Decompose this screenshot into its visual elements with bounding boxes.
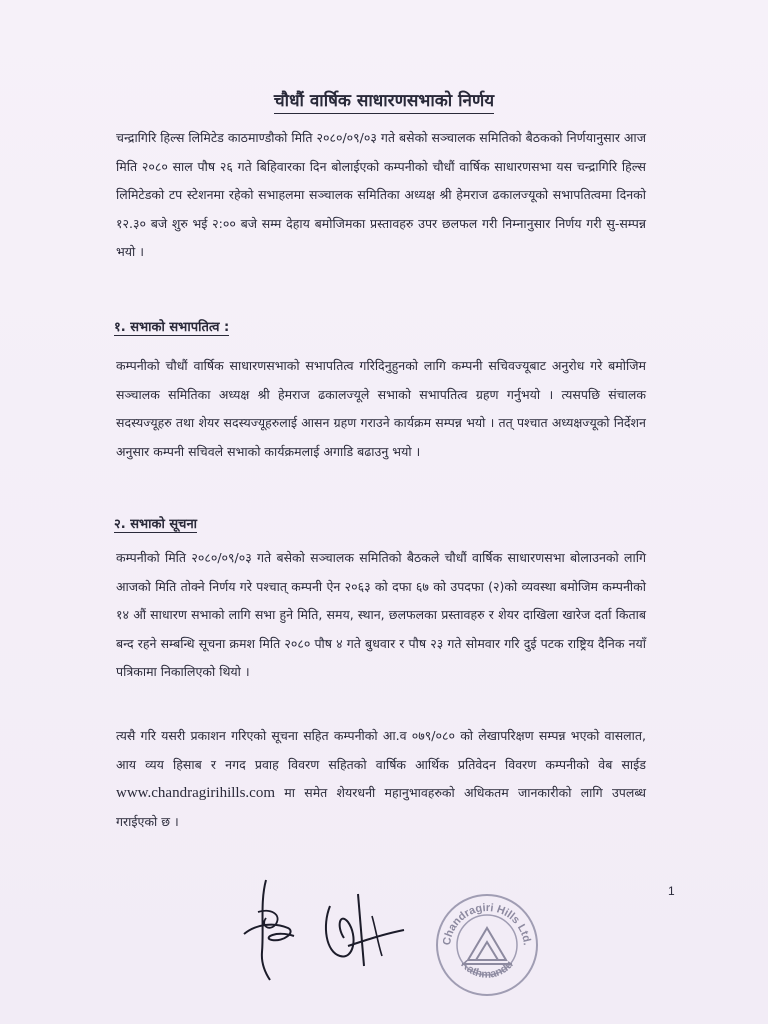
- section-1-heading: [114, 317, 229, 335]
- section-2-heading-text: २. सभाको सूचना: [114, 517, 198, 532]
- seal-top-text: Chandragiri Hills Ltd.: [440, 901, 533, 947]
- section-2-heading: [114, 514, 197, 532]
- seal-mountain-icon: [462, 928, 512, 964]
- section-1-heading-text: १. सभाको सभापतित्व :: [114, 320, 230, 335]
- title-text: चौधौं वार्षिक साधारणसभाको निर्णय: [274, 91, 494, 114]
- document-title: [0, 88, 768, 111]
- website-url: www.chandragirihills.com: [116, 785, 275, 801]
- svg-text:Chandragiri Hills Ltd.: [441, 902, 533, 946]
- section-2-paragraph-1: कम्पनीको मिति २०८०/०९/०३ गते बसेको सञ्चालक समितिको बैठकले चौधौं वार्षिक साधारणसभा बोलाउनको लागि आजको मिति तोक्ने निर्णय गरे पश्चात् कम्पनी ऐन २०६३ को दफा ६७ को उपदफा (२)को व्यवस्था बमोजिम कम्पनीको १४ औं साधारण सभाको लागि सभा हुने मिति, समय, स्थान, छलफलका प्रस्तावहरु र शेयर दाखिला खारेज दर्ता किताब बन्द रहने सम्बन्धि सूचना क्रमश मिति २०८० पौष ४ गते बुधवार र पौष २३ गते सोमवार गरि दुई पटक राष्ट्रिय दैनिक नयाँ पत्रिकामा निकालिएको थियो ।: [116, 550, 646, 679]
- signature-1: [236, 872, 308, 984]
- seal-bottom-text: Kathmandu: [458, 958, 516, 981]
- svg-text:Kathmandu: [458, 959, 515, 981]
- section-2-paragraph-2: [116, 722, 646, 836]
- section-1-paragraph: कम्पनीको चौधौं वार्षिक साधारणसभाको सभापतित्व गरिदिनुहुनको लागि कम्पनी सचिवज्यूबाट अनुरोध गरे बमोजिम सञ्चालक समितिका अध्यक्ष श्री हेमराज ढकालज्यूले सभाको सभापतित्व ग्रहण गर्नुभयो । त्यसपछि संचालक सदस्यज्यूहरु तथा शेयर सदस्यज्यूहरुलाई आसन ग्रहण गराउने कार्यक्रम सम्पन्न भयो । तत् पश्चात अध्यक्षज्यूको निर्देशन अनुसार कम्पनी सचिवले सभाको कार्यक्रमलाई अगाडि बढाउनु भयो ।: [116, 358, 646, 459]
- page-number: 1: [668, 884, 675, 898]
- company-seal: [432, 890, 542, 1000]
- paragraph-2-text-end: मा समेत शेयरधनी महानुभावहरुको अधिकतम जानकारीको लागि उपलब्ध गराईएको छ ।: [116, 785, 646, 829]
- intro-paragraph: चन्द्रागिरि हिल्स लिमिटेड काठमाण्डौको मिति २०८०/०९/०३ गते बसेको सञ्चालक समितिको बैठकको निर्णयानुसार आज मिति २०८० साल पौष २६ गते बिहिवारका दिन बोलाईएको कम्पनीको चौधौं वार्षिक साधारणसभा यस चन्द्रागिरि हिल्स लिमिटेडको टप स्टेशनमा रहेको सभाहलमा सञ्चालक समितिका अध्यक्ष श्री हेमराज ढकालज्यूको सभापतित्वमा दिनको १२.३० बजे शुरु भई २:०० बजे सम्म देहाय बमोजिमका प्रस्तावहरु उपर छलफल गरी निम्नानुसार निर्णय गरी सु-सम्पन्न भयो ।: [116, 130, 646, 259]
- paragraph-2-text-start: त्यसै गरि यसरी प्रकाशन गरिएको सूचना सहित कम्पनीको आ.व ०७९/०८० को लेखापरिक्षण सम्पन्न भएको वासलात, आय व्यय हिसाब र नगद प्रवाह विवरण सहितको वार्षिक आर्थिक प्रतिवेदन विवरण कम्पनीको वेब साईड: [116, 728, 646, 772]
- signature-2: [318, 886, 408, 972]
